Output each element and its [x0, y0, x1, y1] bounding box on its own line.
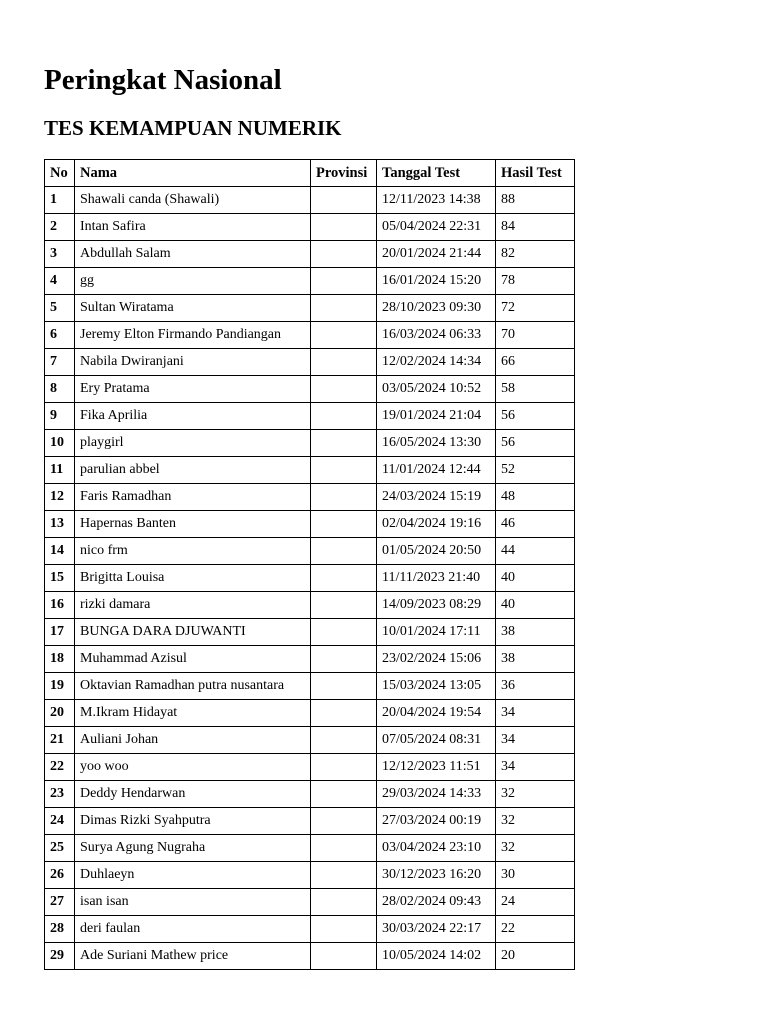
cell-nama: Dimas Rizki Syahputra: [75, 808, 311, 835]
cell-tanggal-test: 12/11/2023 14:38: [377, 187, 496, 214]
cell-nama: isan isan: [75, 889, 311, 916]
cell-hasil-test: 48: [496, 484, 575, 511]
cell-provinsi: [311, 592, 377, 619]
cell-hasil-test: 82: [496, 241, 575, 268]
cell-provinsi: [311, 646, 377, 673]
cell-provinsi: [311, 322, 377, 349]
table-row: [45, 403, 575, 430]
table-row: [45, 781, 575, 808]
table-row: [45, 268, 575, 295]
header-no: No: [45, 160, 75, 187]
table-row: [45, 862, 575, 889]
cell-nama: Sultan Wiratama: [75, 295, 311, 322]
cell-no: 23: [45, 781, 75, 808]
cell-no: 3: [45, 241, 75, 268]
cell-nama: Oktavian Ramadhan putra nusantara: [75, 673, 311, 700]
cell-provinsi: [311, 214, 377, 241]
table-row: [45, 241, 575, 268]
table-row: [45, 592, 575, 619]
cell-hasil-test: 34: [496, 754, 575, 781]
cell-no: 24: [45, 808, 75, 835]
cell-nama: parulian abbel: [75, 457, 311, 484]
cell-nama: Shawali canda (Shawali): [75, 187, 311, 214]
table-row: [45, 187, 575, 214]
cell-hasil-test: 40: [496, 565, 575, 592]
table-row: [45, 673, 575, 700]
cell-hasil-test: 78: [496, 268, 575, 295]
cell-hasil-test: 72: [496, 295, 575, 322]
cell-tanggal-test: 29/03/2024 14:33: [377, 781, 496, 808]
cell-no: 9: [45, 403, 75, 430]
cell-tanggal-test: 02/04/2024 19:16: [377, 511, 496, 538]
cell-tanggal-test: 07/05/2024 08:31: [377, 727, 496, 754]
cell-tanggal-test: 24/03/2024 15:19: [377, 484, 496, 511]
cell-tanggal-test: 01/05/2024 20:50: [377, 538, 496, 565]
cell-tanggal-test: 03/05/2024 10:52: [377, 376, 496, 403]
cell-tanggal-test: 14/09/2023 08:29: [377, 592, 496, 619]
table-row: [45, 646, 575, 673]
cell-no: 8: [45, 376, 75, 403]
cell-hasil-test: 20: [496, 943, 575, 970]
cell-no: 17: [45, 619, 75, 646]
cell-nama: Fika Aprilia: [75, 403, 311, 430]
cell-tanggal-test: 28/10/2023 09:30: [377, 295, 496, 322]
cell-provinsi: [311, 349, 377, 376]
cell-provinsi: [311, 943, 377, 970]
cell-provinsi: [311, 457, 377, 484]
cell-nama: Ade Suriani Mathew price: [75, 943, 311, 970]
table-row: [45, 214, 575, 241]
header-hasil-test: Hasil Test: [496, 160, 575, 187]
table-row: [45, 376, 575, 403]
table-row: [45, 754, 575, 781]
cell-nama: rizki damara: [75, 592, 311, 619]
cell-nama: M.Ikram Hidayat: [75, 700, 311, 727]
cell-nama: playgirl: [75, 430, 311, 457]
cell-provinsi: [311, 727, 377, 754]
table-row: [45, 619, 575, 646]
cell-provinsi: [311, 241, 377, 268]
cell-tanggal-test: 28/02/2024 09:43: [377, 889, 496, 916]
table-row: [45, 484, 575, 511]
cell-provinsi: [311, 781, 377, 808]
cell-nama: Deddy Hendarwan: [75, 781, 311, 808]
table-row: [45, 565, 575, 592]
cell-tanggal-test: 10/01/2024 17:11: [377, 619, 496, 646]
cell-provinsi: [311, 403, 377, 430]
cell-provinsi: [311, 673, 377, 700]
cell-provinsi: [311, 538, 377, 565]
cell-hasil-test: 40: [496, 592, 575, 619]
table-body: [45, 187, 575, 970]
cell-hasil-test: 32: [496, 781, 575, 808]
cell-hasil-test: 88: [496, 187, 575, 214]
cell-no: 1: [45, 187, 75, 214]
cell-tanggal-test: 16/05/2024 13:30: [377, 430, 496, 457]
cell-no: 10: [45, 430, 75, 457]
cell-provinsi: [311, 808, 377, 835]
cell-no: 29: [45, 943, 75, 970]
cell-no: 18: [45, 646, 75, 673]
table-row: [45, 727, 575, 754]
cell-tanggal-test: 11/11/2023 21:40: [377, 565, 496, 592]
cell-provinsi: [311, 862, 377, 889]
cell-tanggal-test: 30/03/2024 22:17: [377, 916, 496, 943]
cell-nama: Brigitta Louisa: [75, 565, 311, 592]
cell-hasil-test: 34: [496, 700, 575, 727]
cell-no: 21: [45, 727, 75, 754]
cell-tanggal-test: 15/03/2024 13:05: [377, 673, 496, 700]
cell-tanggal-test: 16/03/2024 06:33: [377, 322, 496, 349]
cell-nama: BUNGA DARA DJUWANTI: [75, 619, 311, 646]
cell-provinsi: [311, 484, 377, 511]
cell-nama: Jeremy Elton Firmando Pandiangan: [75, 322, 311, 349]
table-row: [45, 808, 575, 835]
cell-nama: Ery Pratama: [75, 376, 311, 403]
cell-hasil-test: 38: [496, 619, 575, 646]
cell-hasil-test: 56: [496, 430, 575, 457]
cell-no: 13: [45, 511, 75, 538]
cell-nama: nico frm: [75, 538, 311, 565]
header-tanggal-test: Tanggal Test: [377, 160, 496, 187]
cell-tanggal-test: 20/04/2024 19:54: [377, 700, 496, 727]
cell-hasil-test: 56: [496, 403, 575, 430]
cell-provinsi: [311, 430, 377, 457]
cell-nama: Faris Ramadhan: [75, 484, 311, 511]
cell-tanggal-test: 03/04/2024 23:10: [377, 835, 496, 862]
cell-hasil-test: 84: [496, 214, 575, 241]
cell-no: 20: [45, 700, 75, 727]
cell-hasil-test: 32: [496, 808, 575, 835]
header-nama: Nama: [75, 160, 311, 187]
cell-provinsi: [311, 565, 377, 592]
table-row: [45, 511, 575, 538]
section-title: TES KEMAMPUAN NUMERIK: [44, 116, 342, 140]
cell-no: 19: [45, 673, 75, 700]
cell-provinsi: [311, 700, 377, 727]
table-row: [45, 700, 575, 727]
cell-no: 14: [45, 538, 75, 565]
cell-hasil-test: 58: [496, 376, 575, 403]
ranking-table: [44, 159, 575, 970]
table-row: [45, 457, 575, 484]
cell-hasil-test: 32: [496, 835, 575, 862]
cell-no: 28: [45, 916, 75, 943]
cell-hasil-test: 30: [496, 862, 575, 889]
cell-hasil-test: 22: [496, 916, 575, 943]
cell-tanggal-test: 19/01/2024 21:04: [377, 403, 496, 430]
cell-nama: Surya Agung Nugraha: [75, 835, 311, 862]
cell-no: 12: [45, 484, 75, 511]
table-row: [45, 889, 575, 916]
cell-nama: yoo woo: [75, 754, 311, 781]
cell-no: 22: [45, 754, 75, 781]
header-provinsi: Provinsi: [311, 160, 377, 187]
cell-provinsi: [311, 835, 377, 862]
cell-no: 4: [45, 268, 75, 295]
table-row: [45, 430, 575, 457]
cell-tanggal-test: 11/01/2024 12:44: [377, 457, 496, 484]
cell-no: 7: [45, 349, 75, 376]
cell-tanggal-test: 30/12/2023 16:20: [377, 862, 496, 889]
cell-tanggal-test: 27/03/2024 00:19: [377, 808, 496, 835]
cell-no: 15: [45, 565, 75, 592]
cell-no: 26: [45, 862, 75, 889]
cell-provinsi: [311, 295, 377, 322]
cell-nama: Duhlaeyn: [75, 862, 311, 889]
cell-no: 2: [45, 214, 75, 241]
page-title: Peringkat Nasional: [44, 64, 282, 96]
cell-provinsi: [311, 754, 377, 781]
cell-tanggal-test: 20/01/2024 21:44: [377, 241, 496, 268]
cell-tanggal-test: 12/12/2023 11:51: [377, 754, 496, 781]
cell-hasil-test: 52: [496, 457, 575, 484]
cell-no: 11: [45, 457, 75, 484]
cell-tanggal-test: 16/01/2024 15:20: [377, 268, 496, 295]
table-row: [45, 322, 575, 349]
table-row: [45, 943, 575, 970]
cell-no: 16: [45, 592, 75, 619]
cell-provinsi: [311, 889, 377, 916]
cell-hasil-test: 66: [496, 349, 575, 376]
cell-nama: Muhammad Azisul: [75, 646, 311, 673]
cell-nama: Nabila Dwiranjani: [75, 349, 311, 376]
cell-no: 5: [45, 295, 75, 322]
table-row: [45, 916, 575, 943]
cell-hasil-test: 46: [496, 511, 575, 538]
table-header-row: [45, 160, 575, 187]
cell-tanggal-test: 10/05/2024 14:02: [377, 943, 496, 970]
cell-hasil-test: 34: [496, 727, 575, 754]
cell-nama: deri faulan: [75, 916, 311, 943]
cell-provinsi: [311, 376, 377, 403]
cell-hasil-test: 38: [496, 646, 575, 673]
cell-no: 27: [45, 889, 75, 916]
cell-hasil-test: 36: [496, 673, 575, 700]
cell-tanggal-test: 05/04/2024 22:31: [377, 214, 496, 241]
cell-provinsi: [311, 619, 377, 646]
cell-no: 25: [45, 835, 75, 862]
cell-hasil-test: 44: [496, 538, 575, 565]
table-row: [45, 538, 575, 565]
cell-tanggal-test: 23/02/2024 15:06: [377, 646, 496, 673]
cell-provinsi: [311, 268, 377, 295]
table-row: [45, 835, 575, 862]
cell-nama: Auliani Johan: [75, 727, 311, 754]
cell-nama: Hapernas Banten: [75, 511, 311, 538]
cell-provinsi: [311, 511, 377, 538]
cell-hasil-test: 70: [496, 322, 575, 349]
cell-nama: gg: [75, 268, 311, 295]
cell-tanggal-test: 12/02/2024 14:34: [377, 349, 496, 376]
cell-no: 6: [45, 322, 75, 349]
table-row: [45, 349, 575, 376]
cell-hasil-test: 24: [496, 889, 575, 916]
cell-nama: Abdullah Salam: [75, 241, 311, 268]
cell-provinsi: [311, 187, 377, 214]
table-row: [45, 295, 575, 322]
cell-provinsi: [311, 916, 377, 943]
cell-nama: Intan Safira: [75, 214, 311, 241]
